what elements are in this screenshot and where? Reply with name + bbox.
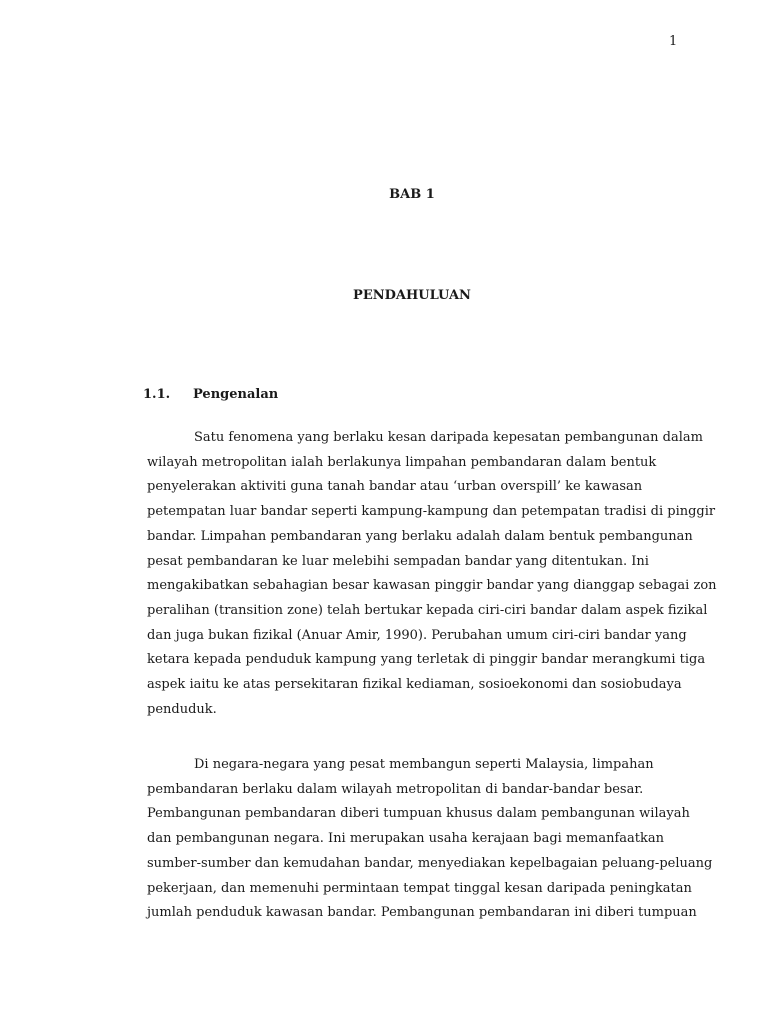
paragraph-line: Pembangunan pembandaran diberi tumpuan khusus dalam pembangunan wilayah xyxy=(147,806,690,822)
paragraph-line: pekerjaan, dan memenuhi permintaan tempat tinggal kesan daripada peningkatan xyxy=(147,880,692,896)
paragraph-line: jumlah penduduk kawasan bandar. Pembangunan pembandaran ini diberi tumpuan xyxy=(147,905,697,921)
paragraph-1 xyxy=(147,426,717,722)
paragraph-line: bandar. Limpahan pembandaran yang berlaku adalah dalam bentuk pembangunan xyxy=(147,528,693,544)
paragraph-line: ketara kepada penduduk kampung yang terletak di pinggir bandar merangkumi tiga xyxy=(147,652,706,668)
paragraph-line: aspek iaitu ke atas persekitaran fizikal kediaman, sosioekonomi dan sosiobudaya xyxy=(147,677,682,693)
paragraph-line: sumber-sumber dan kemudahan bandar, menyediakan kepelbagaian peluang-peluang xyxy=(147,855,713,871)
paragraph-line: mengakibatkan sebahagian besar kawasan pinggir bandar yang dianggap sebagai zon xyxy=(147,578,717,594)
page-number: 1 xyxy=(669,34,678,49)
paragraph-2 xyxy=(147,753,713,926)
paragraph-line: dan pembangunan negara. Ini merupakan usaha kerajaan bagi memanfaatkan xyxy=(147,831,664,847)
paragraph-line: petempatan luar bandar seperti kampung-kampung dan petempatan tradisi di pinggir xyxy=(147,504,716,520)
paragraph-line: Di negara-negara yang pesat membangun seperti Malaysia, limpahan xyxy=(194,757,654,772)
section-number: 1.1. xyxy=(143,387,171,402)
paragraph-line: wilayah metropolitan ialah berlakunya limpahan pembandaran dalam bentuk xyxy=(147,454,657,470)
paragraph-line: Satu fenomena yang berlaku kesan daripada kepesatan pembangunan dalam xyxy=(194,430,703,445)
chapter-title: PENDAHULUAN xyxy=(353,288,471,303)
paragraph-line: pesat pembandaran ke luar melebihi sempadan bandar yang ditentukan. Ini xyxy=(147,553,649,569)
chapter-label: BAB 1 xyxy=(389,187,435,202)
paragraph-line: pembandaran berlaku dalam wilayah metropolitan di bandar-bandar besar. xyxy=(147,781,644,797)
paragraph-line: penduduk. xyxy=(147,701,217,717)
section-heading xyxy=(143,387,278,402)
paragraph-line: dan juga bukan fizikal (Anuar Amir, 1990). Perubahan umum ciri-ciri bandar yang xyxy=(147,627,687,643)
paragraph-line: peralihan (transition zone) telah bertukar kepada ciri-ciri bandar dalam aspek fizikal xyxy=(147,602,708,618)
section-title: Pengenalan xyxy=(193,387,279,402)
paragraph-line: penyelerakan aktiviti guna tanah bandar atau ‘urban overspill’ ke kawasan xyxy=(147,479,643,495)
